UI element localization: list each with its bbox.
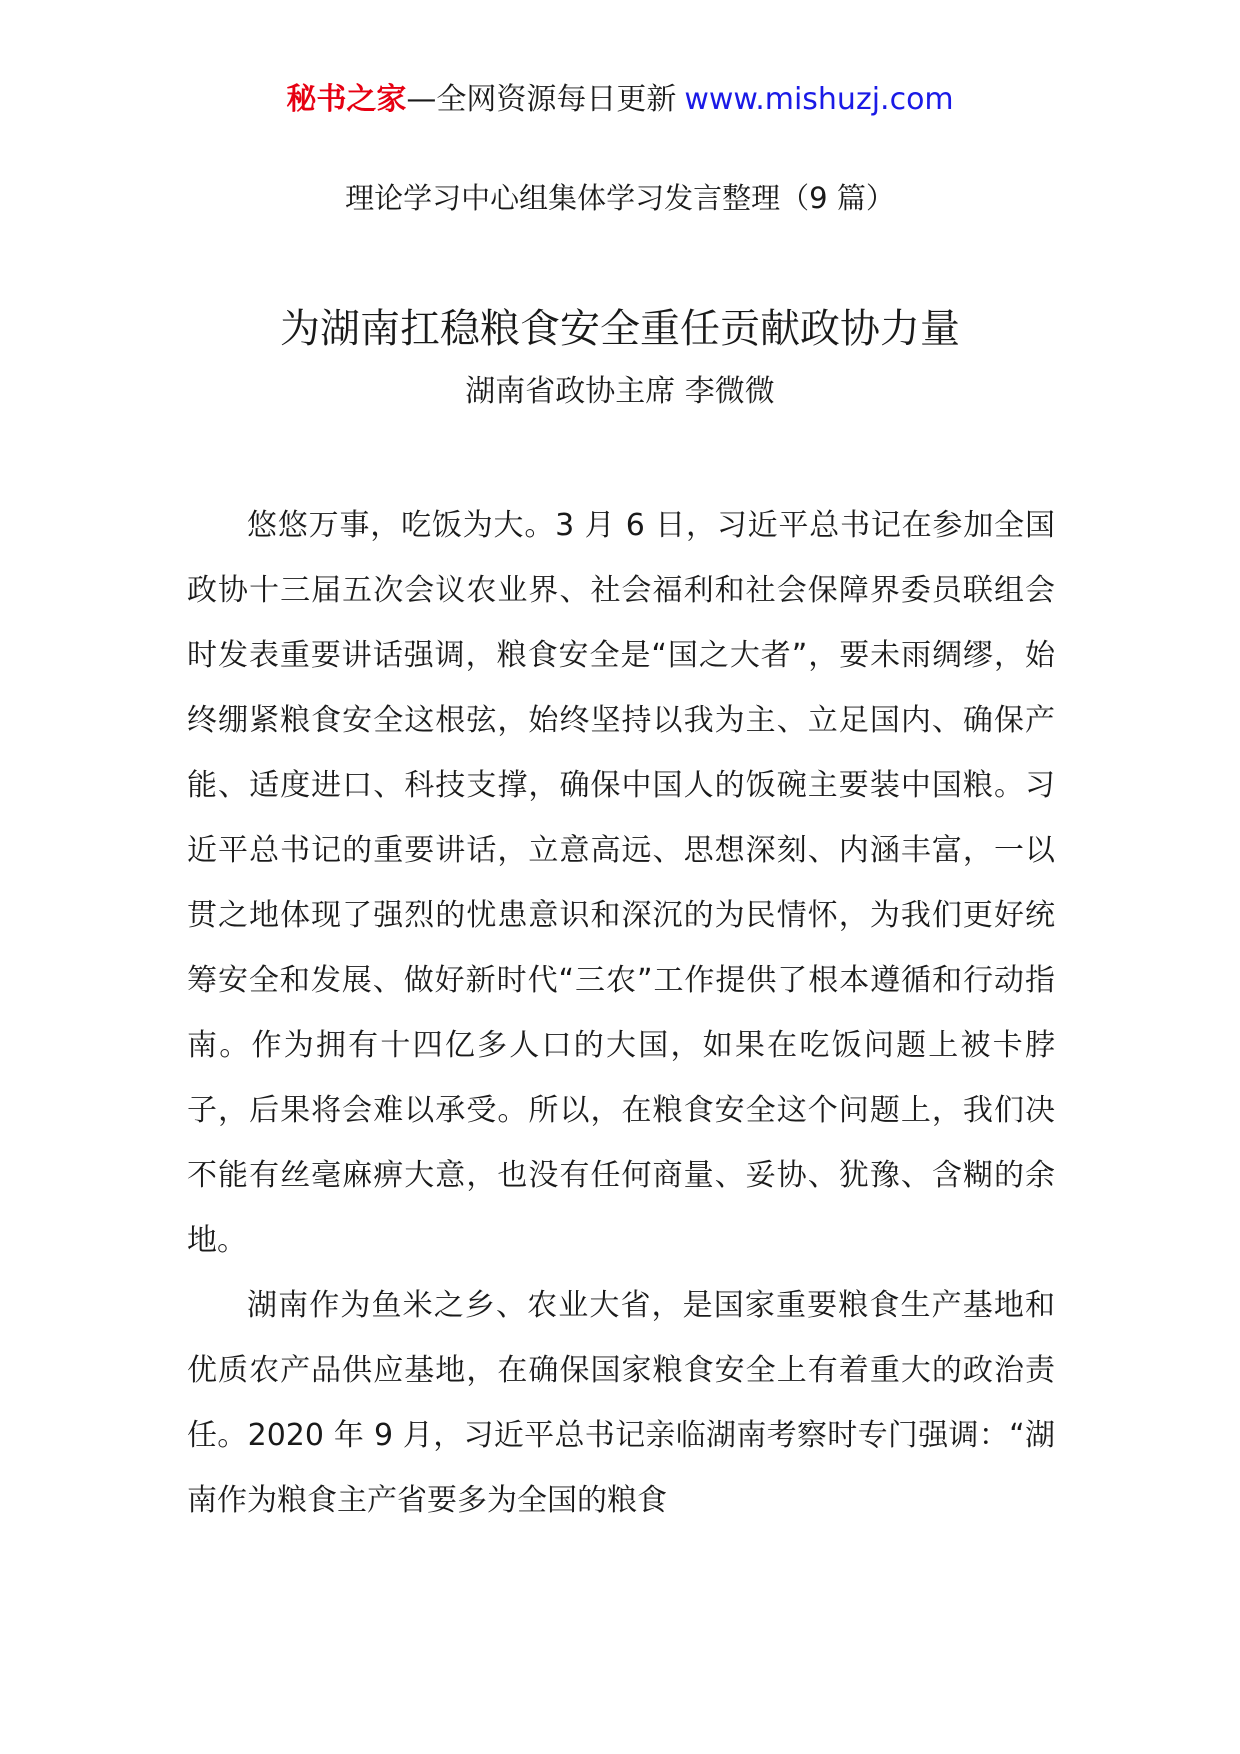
brand-name: 秘书之家 [286, 82, 407, 117]
paragraph: 湖南作为鱼米之乡、农业大省，是国家重要粮食生产基地和优质农产品供应基地，在确保国家粮食安全上有着重大的政治责任。2020 年 9 月，习近平总书记亲临湖南考察时专门强调：“湖南作为粮食主产省要多为全国的粮食 [187, 1288, 1055, 1518]
article-title: 为湖南扛稳粮食安全重任贡献政协力量 [280, 306, 960, 352]
article-body [187, 493, 1055, 1533]
paragraph: 悠悠万事，吃饭为大。3 月 6 日，习近平总书记在参加全国政协十三届五次会议农业界、社会福利和社会保障界委员联组会时发表重要讲话强调，粮食安全是“国之大者”，要未雨绸缪，始终绷紧粮食安全这根弦，始终坚持以我为主、立足国内、确保产能、适度进口、科技支撑，确保中国人的饭碗主要装中国粮。习近平总书记的重要讲话，立意高远、思想深刻、内涵丰富，一以贯之地体现了强烈的忧患意识和深沉的为民情怀，为我们更好统筹安全和发展、做好新时代“三农”工作提供了根本遵循和行动指南。作为拥有十四亿多人口的大国，如果在吃饭问题上被卡脖子，后果将会难以承受。所以，在粮食安全这个问题上，我们决不能有丝毫麻痹大意，也没有任何商量、妥协、犹豫、含糊的余地。 [187, 508, 1055, 1258]
site-header [0, 78, 1240, 122]
collection-title: 理论学习中心组集体学习发言整理（9 篇） [345, 181, 895, 215]
site-url-link[interactable]: www.mishuzj.com [684, 82, 954, 117]
site-tagline: —全网资源每日更新 [406, 82, 677, 117]
article-byline: 湖南省政协主席 李微微 [465, 374, 775, 409]
